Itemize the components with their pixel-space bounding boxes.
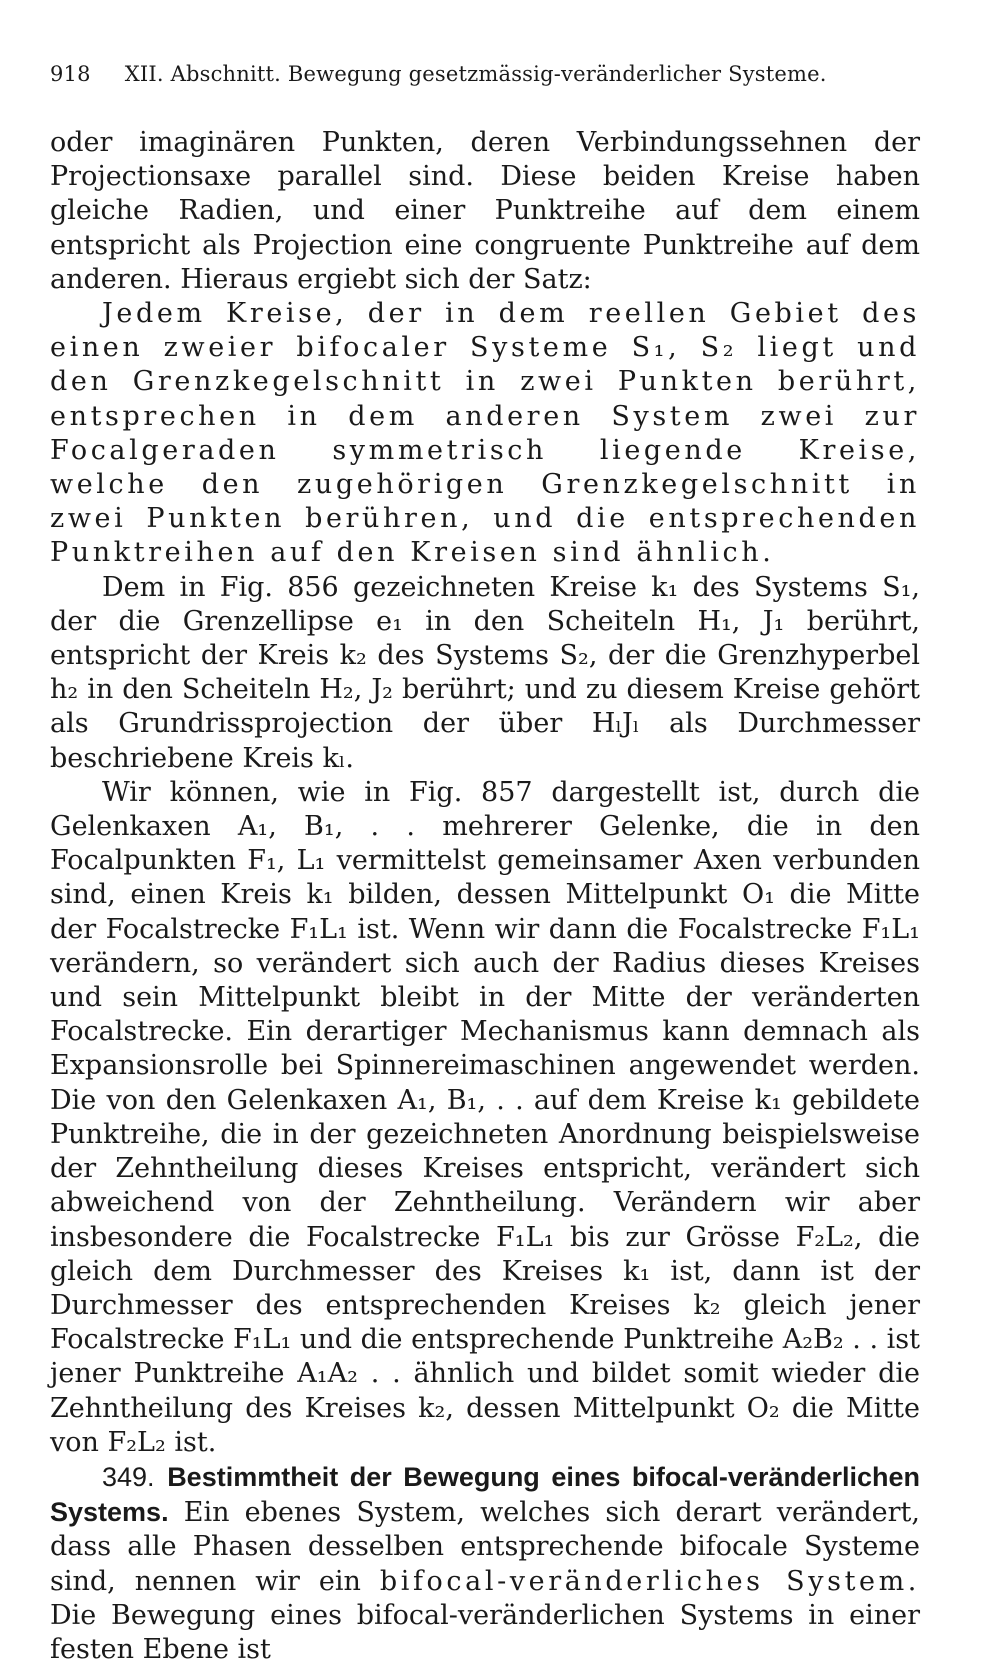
page-number: 918	[50, 62, 91, 86]
section-text-before: Ein ebenes System, welches sich derart verändert, dass alle Phasen desselben entsprechende bifocale Systeme sind, nennen wir ein	[50, 1497, 920, 1597]
page-body	[50, 126, 920, 1667]
theorem-statement: Jedem Kreise, der in dem reellen Gebiet des einen zweier bifocaler Systeme S₁, S₂ liegt und den Grenzkegelschnitt in zwei Punkten berührt, entsprechen in dem anderen System zwei zur Focalgeraden symmetrisch liegende Kreise, welche den zugehörigen Grenzkegelschnitt in zwei Punkten berühren, und die entsprechenden Punktreihen auf den Kreisen sind ähnlich.	[50, 298, 920, 569]
section-heading: Bestimmtheit der Bewegung eines bifocal-veränderlichen Systems.	[50, 1461, 920, 1528]
section-number: 349.	[102, 1461, 155, 1492]
paragraph-continuation: oder imaginären Punkten, deren Verbindungssehnen der Projectionsaxe parallel sind. Diese beiden Kreise haben gleiche Radien, und einer Punktreihe auf dem einem entspricht als Projection eine congruente Punktreihe auf dem anderen. Hieraus ergiebt sich der Satz:	[50, 127, 920, 295]
defined-term: bifocal-veränderliches System.	[379, 1565, 920, 1597]
running-header	[50, 62, 920, 98]
paragraph-fig-856: Dem in Fig. 856 gezeichneten Kreise k₁ des Systems S₁, der die Grenzellipse e₁ in den Scheiteln H₁, J₁ berührt, entspricht der Kreis k₂ des Systems S₂, der die Grenzhyperbel h₂ in den Scheiteln H₂, J₂ berührt; und zu diesem Kreise gehört als Grundrissprojection der über HₗJₗ als Durchmesser beschriebene Kreis kₗ.	[50, 571, 920, 774]
paragraph-fig-857: Wir können, wie in Fig. 857 dargestellt ist, durch die Gelenkaxen A₁, B₁, . . mehrerer Gelenke, die in den Focalpunkten F₁, L₁ vermittelst gemeinsamer Axen verbunden sind, einen Kreis k₁ bilden, dessen Mittelpunkt O₁ die Mitte der Focalstrecke F₁L₁ ist. Wenn wir dann die Focalstrecke F₁L₁ verändern, so verändert sich auch der Radius dieses Kreises und sein Mittelpunkt bleibt in der Mitte der veränderten Focalstrecke. Ein derartiger Mechanismus kann demnach als Expansionsrolle bei Spinnereimaschinen angewendet werden. Die von den Gelenkaxen A₁, B₁, . . auf dem Kreise k₁ gebildete Punktreihe, die in der gezeichneten Anordnung beispielsweise der Zehntheilung dieses Kreises entspricht, verändert sich abweichend von der Zehntheilung. Verändern wir aber insbesondere die Focalstrecke F₁L₁ bis zur Grösse F₂L₂, die gleich dem Durchmesser des Kreises k₁ ist, dann ist der Durchmesser des entsprechenden Kreises k₂ gleich jener Focalstrecke F₁L₁ und die entsprechende Punktreihe A₂B₂ . . ist jener Punktreihe A₁A₂ . . ähnlich und bildet somit wieder die Zehntheilung des Kreises k₂, dessen Mittelpunkt O₂ die Mitte von F₂L₂ ist.	[50, 776, 920, 1458]
section-text-after: Die Bewegung eines bifocal-veränderlichen Systems in einer festen Ebene ist	[50, 1599, 920, 1665]
section-349	[50, 1460, 920, 1667]
running-title: XII. Abschnitt. Bewegung gesetzmässig-veränderlicher Systeme.	[124, 62, 827, 86]
